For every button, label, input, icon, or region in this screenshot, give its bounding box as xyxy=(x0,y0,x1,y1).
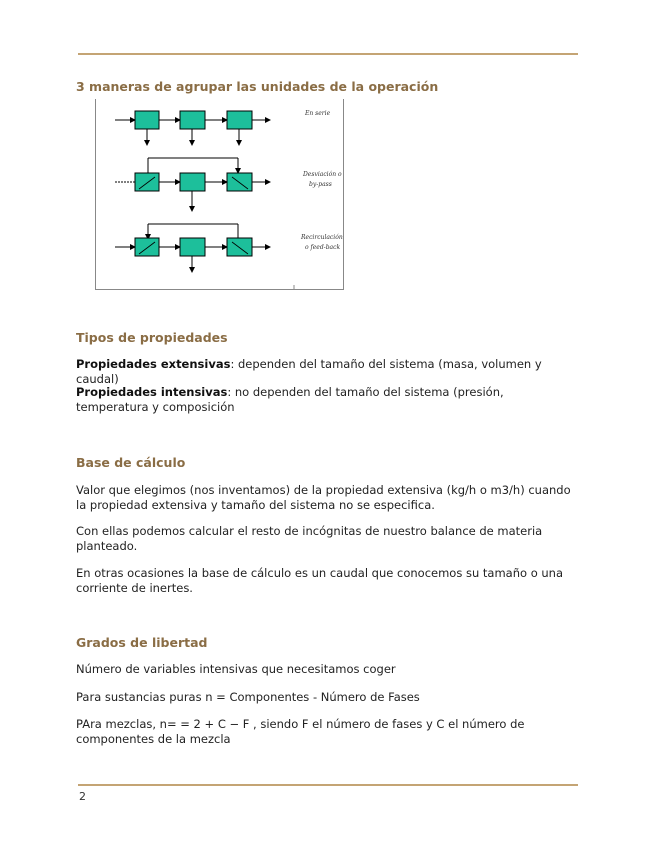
unit-box xyxy=(135,173,159,191)
text-extensivas: : dependen del tamaño del sistema (masa, volumen y caudal) xyxy=(76,357,542,386)
header-rule xyxy=(78,53,578,55)
label-recirculacion: Recirculación xyxy=(301,234,343,241)
unit-box xyxy=(135,111,159,129)
paragraph-grados-2: Para sustancias puras n = Componentes - Número de Fases xyxy=(76,690,420,704)
paragraph-grados-1: Número de variables intensivas que necesitamos coger xyxy=(76,662,396,676)
operation-grouping-diagram xyxy=(95,99,344,290)
text-intensivas: : no dependen del tamaño del sistema (presión, temperatura y composición xyxy=(76,385,504,414)
unit-box xyxy=(227,238,252,256)
term-intensivas: Propiedades intensivas xyxy=(76,385,228,399)
section-heading-base: Base de cálculo xyxy=(76,455,186,470)
feedback-row xyxy=(115,224,343,272)
paragraph-extensivas xyxy=(76,357,571,387)
unit-box xyxy=(227,111,252,129)
paragraph-base-3: En otras ocasiones la base de cálculo es un caudal que conocemos su tamaño o una corriente de inertes. xyxy=(76,566,564,595)
paragraph-base-1: Valor que elegimos (nos inventamos) de la propiedad extensiva (kg/h o m3/h) cuando la propiedad extensiva y tamaño del sistema no se especifica. xyxy=(76,483,571,512)
unit-box xyxy=(180,238,205,256)
unit-box xyxy=(135,238,159,256)
paragraph-intensivas xyxy=(76,385,571,415)
bypass-row xyxy=(115,158,342,211)
unit-box xyxy=(227,173,252,191)
section-heading-maneras: 3 maneras de agrupar las unidades de la operación xyxy=(76,79,439,94)
label-bypass: by-pass xyxy=(309,181,332,188)
unit-box xyxy=(180,173,205,191)
unit-box xyxy=(180,111,205,129)
paragraph-grados-3: PAra mezclas, n= = 2 + C − F , siendo F el número de fases y C el número de componentes de la mezcla xyxy=(76,717,525,746)
label-en-serie: En serie xyxy=(305,110,331,117)
footer-rule xyxy=(78,784,578,786)
page-number: 2 xyxy=(79,790,86,803)
paragraph-base-2: Con ellas podemos calcular el resto de incógnitas de nuestro balance de materia planteado. xyxy=(76,524,543,553)
label-feedback: o feed-back xyxy=(305,244,341,251)
series-row xyxy=(115,110,331,145)
section-heading-tipos: Tipos de propiedades xyxy=(76,330,228,345)
label-desviacion: Desviación o xyxy=(303,171,342,178)
term-extensivas: Propiedades extensivas xyxy=(76,357,231,371)
section-heading-grados: Grados de libertad xyxy=(76,635,208,650)
